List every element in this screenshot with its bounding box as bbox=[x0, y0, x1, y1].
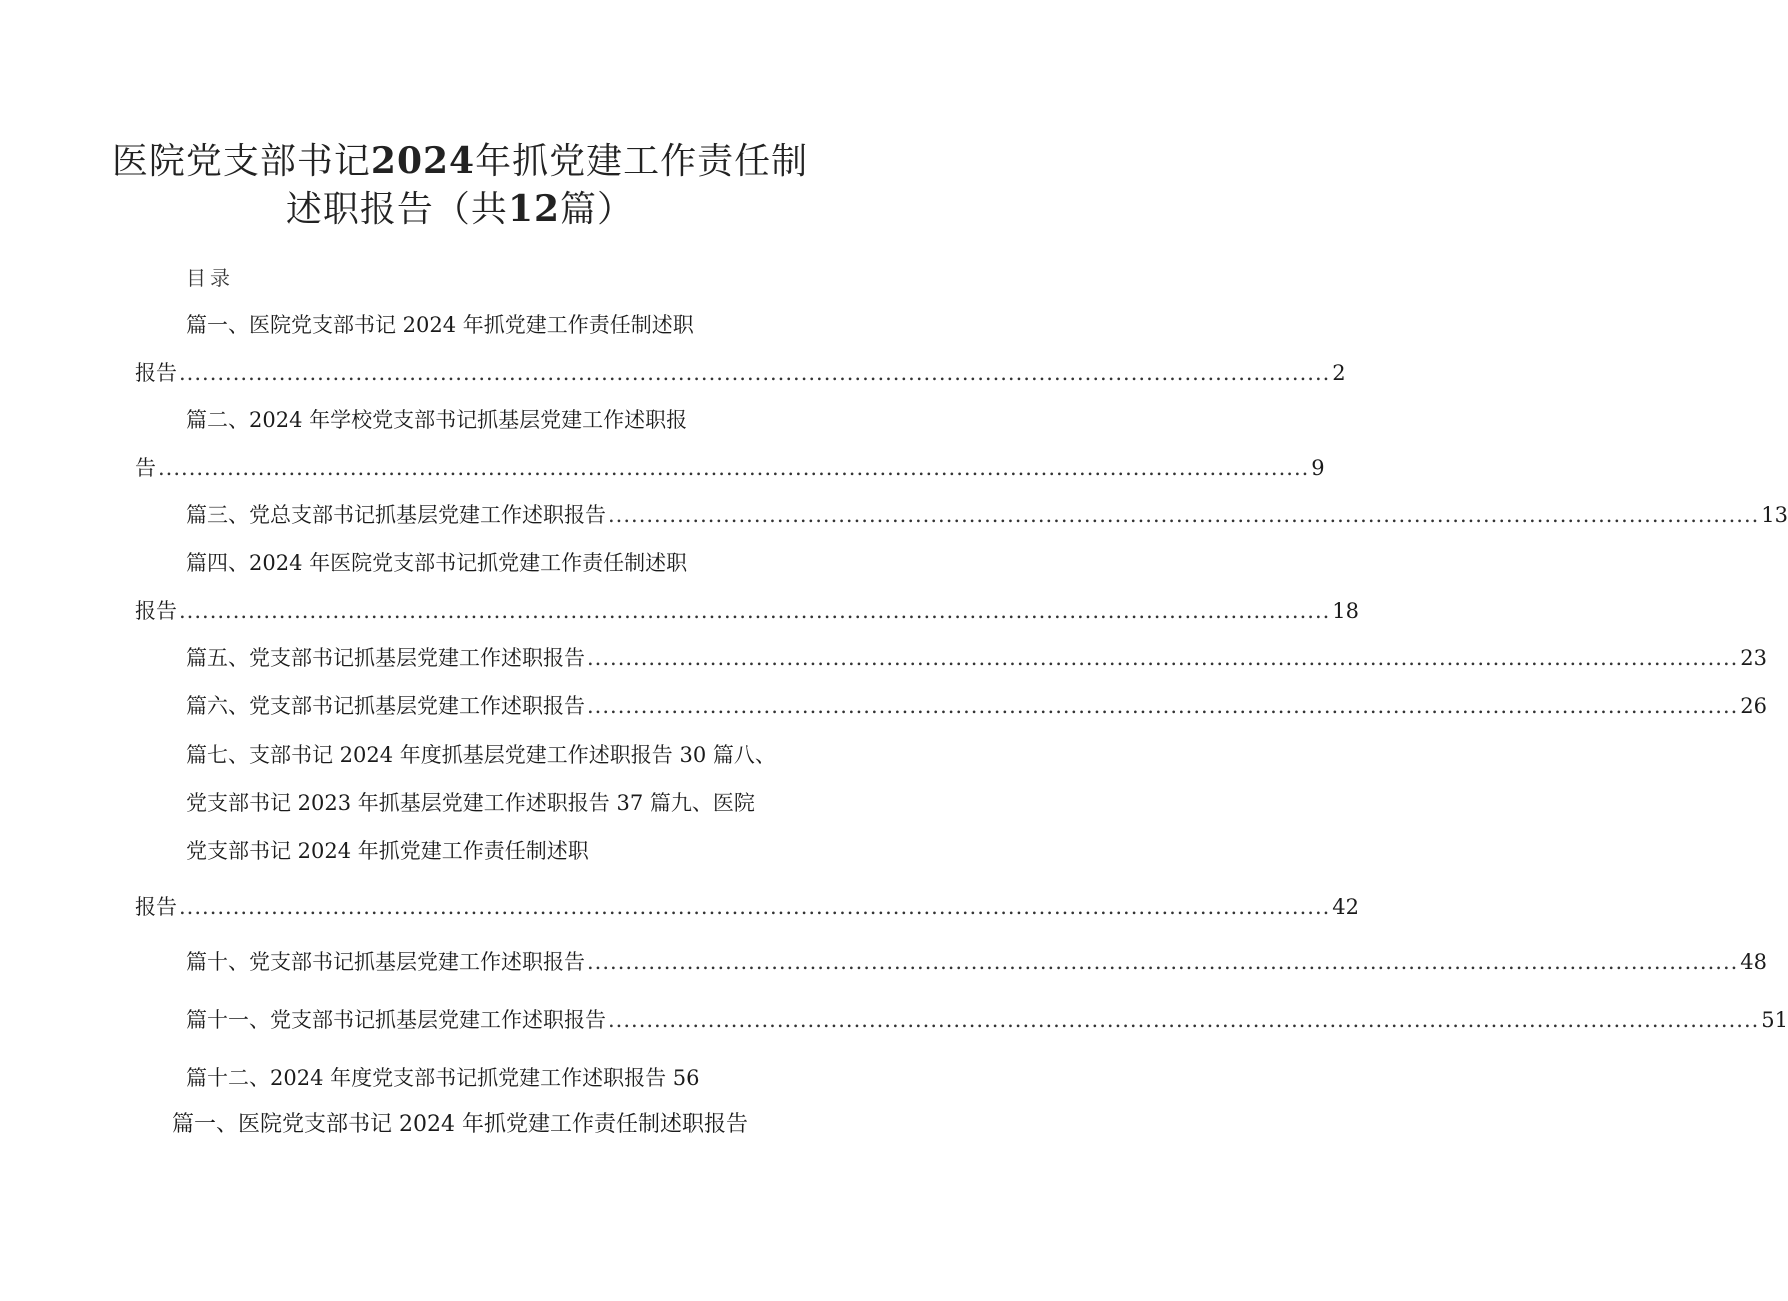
dot-leader: ...................................................................................................................................................... bbox=[179, 599, 1331, 623]
toc-entry-1-tail: 报告 bbox=[135, 361, 177, 385]
title-line2-prefix: 述职报告（共 bbox=[285, 189, 508, 230]
toc-entry-8-text: 篇十、党支部书记抓基层党建工作述职报告 bbox=[186, 950, 585, 974]
toc-entry-6-text: 篇六、党支部书记抓基层党建工作述职报告 bbox=[186, 694, 585, 718]
toc-entry-9[interactable] bbox=[186, 1005, 1788, 1035]
title-line2-suffix: 篇） bbox=[560, 189, 635, 230]
toc-entry-5-page: 23 bbox=[1740, 646, 1768, 670]
toc-entry-4-page: 18 bbox=[1332, 599, 1360, 623]
dot-leader: ...................................................................................................................................................... bbox=[587, 694, 1739, 718]
toc-entry-9-page: 51 bbox=[1761, 1008, 1788, 1032]
toc-heading: 目录 bbox=[186, 266, 234, 290]
page-title-line-1 bbox=[0, 138, 920, 185]
dot-leader: ...................................................................................................................................................... bbox=[587, 950, 1739, 974]
toc-entry-4-leader[interactable] bbox=[135, 596, 1360, 626]
dot-leader: ...................................................................................................................................................... bbox=[179, 361, 1331, 385]
toc-entry-4-line1[interactable]: 篇四、2024 年医院党支部书记抓党建工作责任制述职 bbox=[186, 551, 688, 575]
dot-leader: ...................................................................................................................................................... bbox=[179, 895, 1331, 919]
toc-entry-2-page: 9 bbox=[1311, 456, 1325, 480]
toc-entry-8[interactable] bbox=[186, 947, 1768, 977]
toc-entry-7-line1[interactable]: 篇七、支部书记 2024 年度抓基层党建工作述职报告 30 篇八、 bbox=[186, 743, 776, 767]
dot-leader: ...................................................................................................................................................... bbox=[158, 456, 1310, 480]
toc-entry-6[interactable] bbox=[186, 691, 1768, 721]
toc-entry-8-page: 48 bbox=[1740, 950, 1768, 974]
toc-entry-5-text: 篇五、党支部书记抓基层党建工作述职报告 bbox=[186, 646, 585, 670]
toc-entry-9-text: 篇十一、党支部书记抓基层党建工作述职报告 bbox=[186, 1008, 606, 1032]
title-count: 12 bbox=[507, 188, 561, 230]
dot-leader: ...................................................................................................................................................... bbox=[608, 503, 1760, 527]
toc-entry-7-leader[interactable] bbox=[135, 892, 1360, 922]
toc-entry-1-line1[interactable]: 篇一、医院党支部书记 2024 年抓党建工作责任制述职 bbox=[186, 313, 694, 337]
toc-entry-7-tail: 报告 bbox=[135, 895, 177, 919]
toc-entry-6-page: 26 bbox=[1740, 694, 1768, 718]
title-year: 2024 bbox=[370, 140, 476, 182]
title-prefix: 医院党支部书记 bbox=[111, 141, 371, 182]
dot-leader: ...................................................................................................................................................... bbox=[608, 1008, 1760, 1032]
toc-entry-3-text: 篇三、党总支部书记抓基层党建工作述职报告 bbox=[186, 503, 606, 527]
dot-leader: ...................................................................................................................................................... bbox=[587, 646, 1739, 670]
toc-entry-5[interactable] bbox=[186, 643, 1768, 673]
toc-entry-7-line2[interactable]: 党支部书记 2023 年抓基层党建工作述职报告 37 篇九、医院 bbox=[186, 791, 755, 815]
page-title-line-2 bbox=[0, 186, 920, 233]
toc-entry-3[interactable] bbox=[186, 500, 1788, 530]
section-heading: 篇一、医院党支部书记 2024 年抓党建工作责任制述职报告 bbox=[172, 1112, 748, 1137]
toc-entry-1-leader[interactable] bbox=[135, 358, 1346, 388]
toc-entry-7-page: 42 bbox=[1332, 895, 1360, 919]
toc-entry-4-tail: 报告 bbox=[135, 599, 177, 623]
toc-entry-2-line1[interactable]: 篇二、2024 年学校党支部书记抓基层党建工作述职报 bbox=[186, 408, 688, 432]
toc-entry-2-leader[interactable] bbox=[135, 453, 1325, 483]
title-suffix: 年抓党建工作责任制 bbox=[475, 141, 809, 182]
toc-entry-2-tail: 告 bbox=[135, 456, 156, 480]
toc-entry-3-page: 13 bbox=[1761, 503, 1788, 527]
toc-entry-1-page: 2 bbox=[1332, 361, 1346, 385]
toc-entry-7-line3[interactable]: 党支部书记 2024 年抓党建工作责任制述职 bbox=[186, 839, 589, 863]
toc-entry-10[interactable]: 篇十二、2024 年度党支部书记抓党建工作述职报告 56 bbox=[186, 1066, 700, 1090]
